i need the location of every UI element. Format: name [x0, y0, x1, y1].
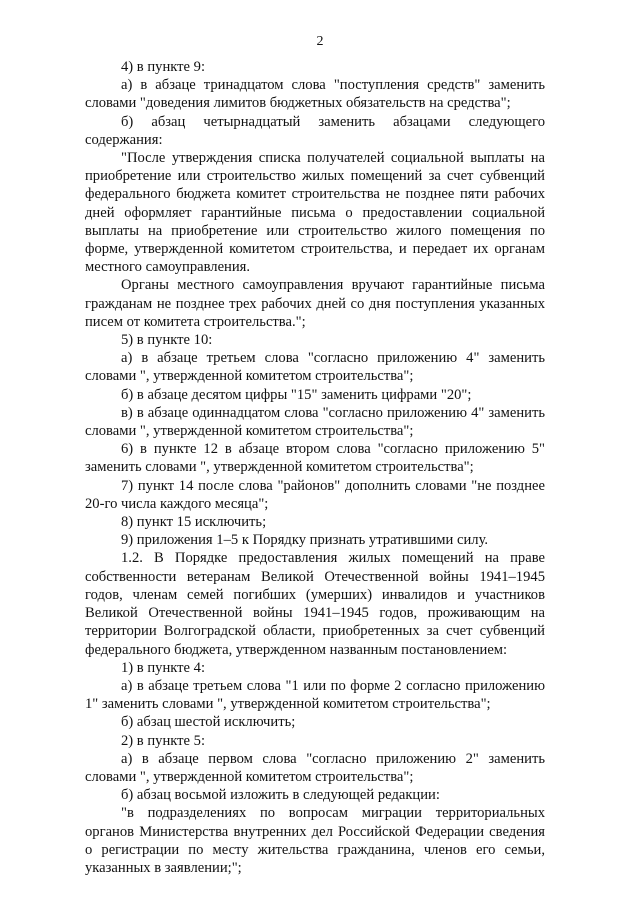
paragraph: Органы местного самоуправления вручают гарантийные письма гражданам не позднее трех рабочих дней со дня поступления указанных писем от комитета строительства.";	[85, 277, 545, 330]
paragraph: в) в абзаце одиннадцатом слова "согласно приложению 4" заменить словами ", утвержденной комитетом строительства";	[85, 404, 545, 440]
paragraph: б) в абзаце десятом цифры "15" заменить цифрами "20";	[121, 386, 472, 403]
paragraph: 4) в пункте 9:	[121, 59, 206, 75]
paragraph: 5) в пункте 10:	[121, 332, 213, 349]
paragraph: "После утверждения списка получателей социальной выплаты на приобретение или строительство жилых помещений за счет субвенций федерального бюджета комитет строительства не позднее пяти рабочих дней оформляет гарантийные письма о предоставлении социальной выплаты на приобретение или строительство жилого помещения по форме, утвержденной комитетом строительства, и передает их органам местного самоуправления.	[85, 150, 545, 276]
paragraph: а) в абзаце первом слова "согласно приложению 2" заменить словами ", утвержденной комитетом строительства";	[85, 750, 545, 785]
paragraph: а) в абзаце третьем слова "1 или по форме 2 согласно приложению 1" заменить словами ", утвержденной комитетом строительства";	[85, 677, 545, 713]
document-body	[85, 58, 545, 877]
paragraph: а) в абзаце тринадцатом слова "поступления средств" заменить словами "доведения лимитов бюджетных обязательств на средства";	[85, 77, 545, 112]
paragraph: 2) в пункте 5:	[121, 732, 206, 749]
paragraph: б) абзац шестой исключить;	[121, 714, 296, 731]
paragraph: 8) пункт 15 исключить;	[121, 514, 267, 531]
page-number: 2	[316, 34, 324, 49]
paragraph: б) абзац четырнадцатый заменить абзацами следующего содержания:	[85, 113, 545, 148]
paragraph: 9) приложения 1–5 к Порядку признать утратившими силу.	[121, 532, 489, 549]
paragraph: а) в абзаце третьем слова "согласно приложению 4" заменить словами ", утвержденной комитетом строительства";	[85, 350, 545, 385]
paragraph: 6) в пункте 12 в абзаце втором слова "согласно приложению 5" заменить словами ", утвержденной комитетом строительства";	[85, 441, 545, 476]
paragraph: 1.2. В Порядке предоставления жилых помещений на праве собственности ветеранам Великой Отечественной войны 1941–1945 годов, членам семей погибших (умерших) инвалидов и участников Великой Отечественной войны 1941–1945 годов, проживающим на территории Волгоградской области, приобретенных за счет субвенций федерального бюджета, утвержденном названным постановлением:	[85, 550, 545, 658]
paragraph: "в подразделениях по вопросам миграции территориальных органов Министерства внутренних дел Российской Федерации сведения о регистрации по месту жительства гражданина, членов его семьи, указанных в заявлении;";	[85, 805, 545, 876]
paragraph: б) абзац восьмой изложить в следующей редакции:	[121, 787, 440, 804]
paragraph: 7) пункт 14 после слова "районов" дополнить словами "не позднее 20-го числа каждого месяца";	[85, 477, 545, 512]
paragraph: 1) в пункте 4:	[121, 659, 206, 676]
